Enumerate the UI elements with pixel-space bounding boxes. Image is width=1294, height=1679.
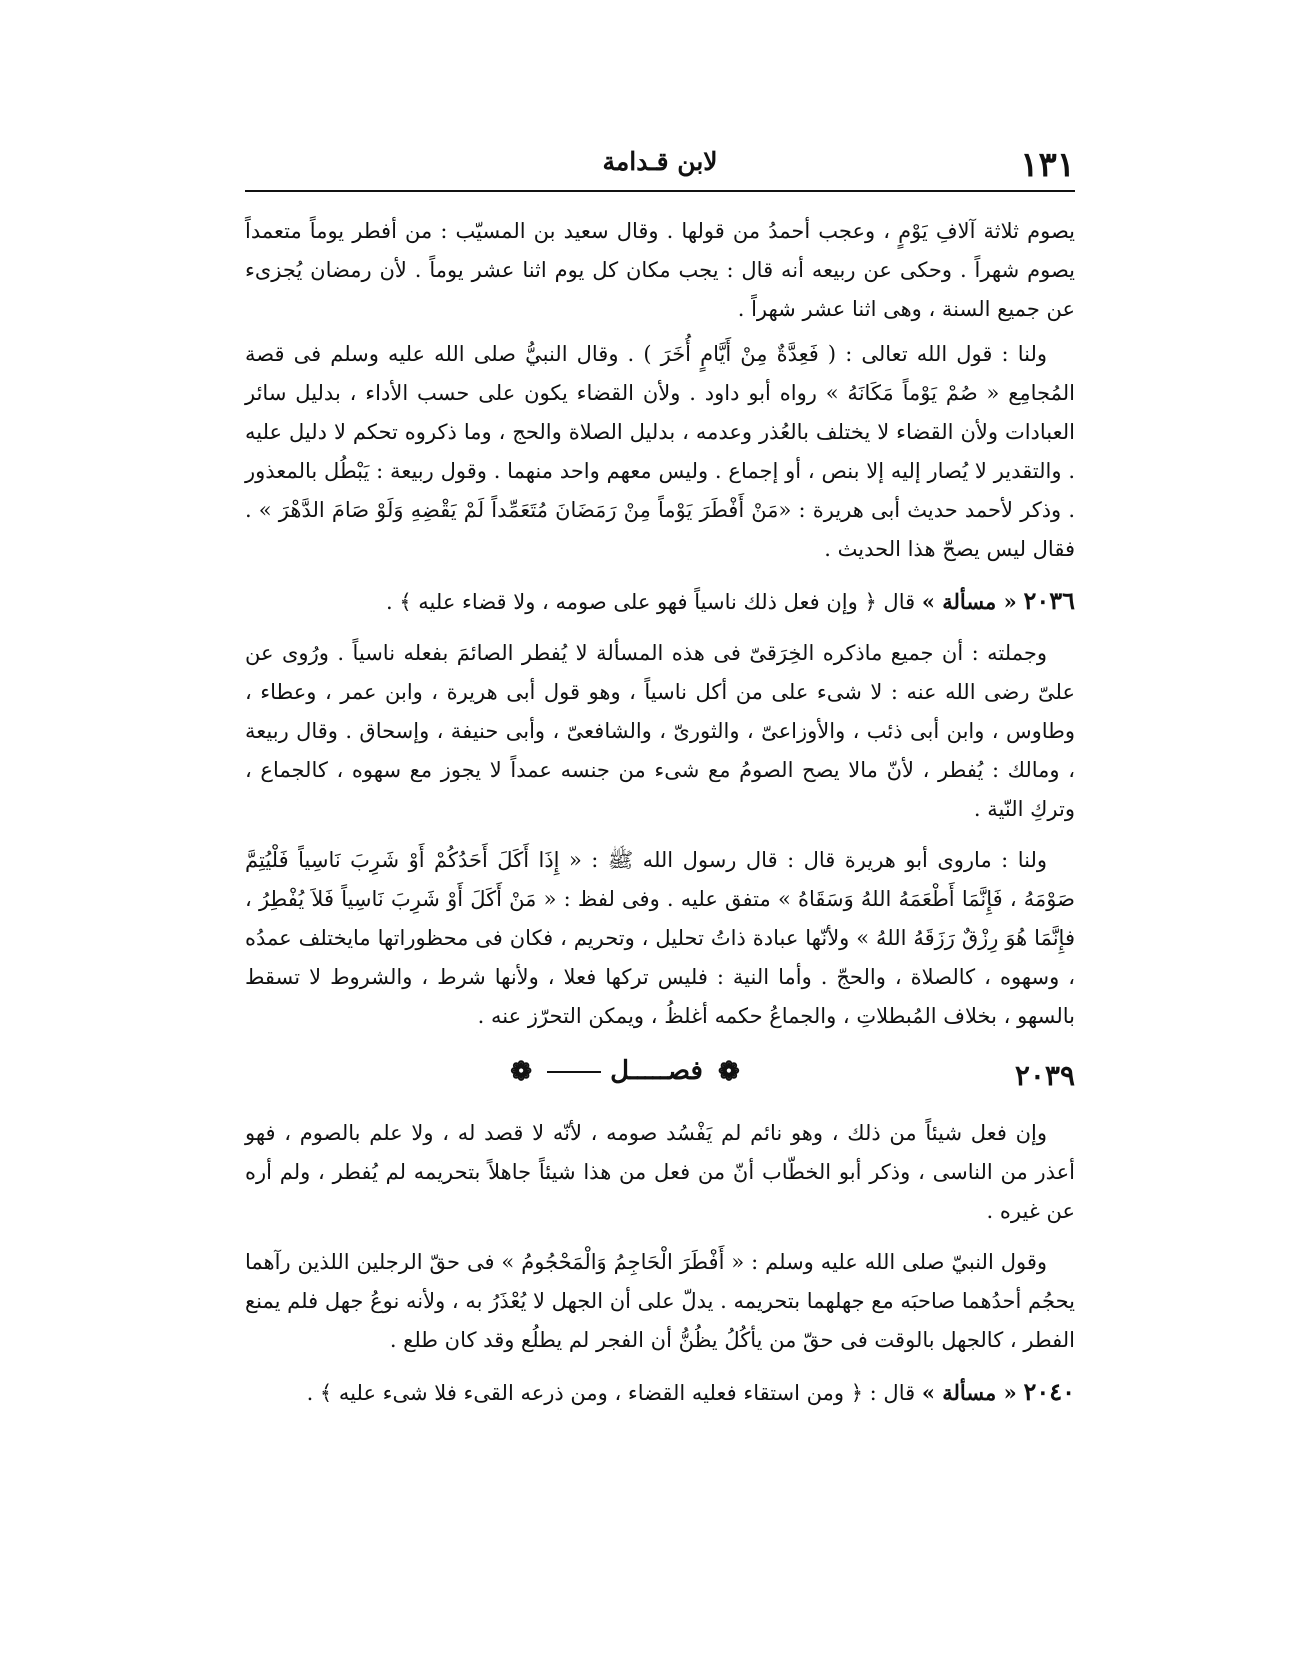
masala-label: « مسألة » [921, 1380, 1017, 1405]
masala-number: ٢٠٣٦ [1023, 586, 1075, 615]
running-title: لابن قـدامة [602, 147, 718, 176]
section-title-group [475, 1052, 775, 1091]
masala-2036 [245, 581, 1075, 622]
page-header [245, 145, 1075, 189]
page-number: ١٣١ [1020, 145, 1075, 185]
page-body [245, 212, 1075, 1425]
section-number: ٢٠٣٩ [1014, 1059, 1075, 1092]
ornament-rule [547, 1071, 601, 1073]
paragraph: يصوم ثلاثة آلافِ يَوْمٍ ، وعجب أحمدُ من قولها . وقال سعيد بن المسيّب : من أفطر يوماً متعمداً يصوم شهراً . وحكى عن ربيعه أنه قال : يجب مكان كل يوم اثنا عشر يوماً . لأن رمضان يُجزىء عن جميع السنة ، وهى اثنا عشر شهراً . [245, 219, 1076, 321]
paragraph: ولنا : قول الله تعالى : ( فَعِدَّةٌ مِنْ أَيَّامٍ أُخَرَ ) . وقال النبيُّ صلى الله عليه وسلم فى قصة المُجامِع « صُمْ يَوْماً مَكَانَهُ » رواه أبو داود . ولأن القضاء يكون على حسب الأداء ، بدليل سائر العبادات ولأن القضاء لا يختلف بالعُذر وعدمه ، بدليل الصلاة والحج ، وما ذكروه تحكم لا دليل عليه . والتقدير لا يُصار إليه إلا بنص ، أو إجماع . وليس معهم واحد منهما . وقول ربيعة : يَبْطُل بالمعذور . وذكر لأحمد حديث أبى هريرة : «مَنْ أَفْطَرَ يَوْماً مِنْ رَمَضَانَ مُتَعَمِّداً لَمْ يَقْضِهِ وَلَوْ صَامَ الدَّهْرَ » . فقال ليس يصحّ هذا الحديث . [245, 342, 1075, 561]
paragraph: وجملته : أن جميع ماذكره الخِرَقىّ فى هذه المسألة لا يُفطر الصائمَ بفعله ناسياً . ورُوى عن علىّ رضى الله عنه : لا شىء على من أكل ناسياً ، وهو قول أبى هريرة ، وابن عمر ، وعطاء ، وطاوس ، وابن أبى ذئب ، والأوزاعىّ ، والثورىّ ، والشافعىّ ، وأبى حنيفة ، وإسحاق . وقال ربيعة ، ومالك : يُفطر ، لأنّ مالا يصح الصومُ مع شىء من جنسه عمداً لا يجوز مع سهوه ، كالجماع ، وتركِ النّية . [245, 641, 1075, 821]
masala-text: قال ﴿ وإن فعل ذلك ناسياً فهو على صومه ، ولا قضاء عليه ﴾ . [385, 590, 916, 614]
masala-number: ٢٠٤٠ [1023, 1377, 1075, 1406]
masala-label: « مسألة » [921, 589, 1017, 614]
masala-2040 [245, 1372, 1075, 1413]
section-heading [245, 1048, 1075, 1100]
paragraph: وإن فعل شيئاً من ذلك ، وهو نائم لم يَفْسُد صومه ، لأنّه لا قصد له ، ولا علم بالصوم ، فهو أعذر من الناسى ، وذكر أبو الخطّاب أنّ من فعل من هذا شيئاً جاهلاً بتحريمه لم يُفطر ، ولم أره عن غيره . [245, 1121, 1075, 1223]
header-rule [245, 190, 1075, 192]
paragraph: وقول النبيّ صلى الله عليه وسلم : « أَفْطَرَ الْحَاجِمُ وَالْمَحْجُومُ » فى حقّ الرجلين اللذين رآهما يحجُم أحدُهما صاحبَه مع جهلهما بتحريمه . يدلّ على أن الجهل لا يُعْذَرُ به ، ولأنه نوعُ جهل فلم يمنع الفطر ، كالجهل بالوقت فى حقّ من يأكُلُ يظُنُّ أن الفجر لم يطلُع وقد كان طلع . [245, 1250, 1075, 1352]
masala-text: قال : ﴿ ومن استقاء فعليه القضاء ، ومن ذرعه القىء فلا شىء عليه ﴾ . [306, 1381, 916, 1405]
paragraph: ولنا : ماروى أبو هريرة قال : قال رسول الله ﷺ : « إِذَا أَكَلَ أَحَدُكُمْ أَوْ شَرِبَ نَاسِياً فَلْيُتِمَّ صَوْمَهُ ، فَإِنَّمَا أَطْعَمَهُ اللهُ وَسَقَاهُ » متفق عليه . وفى لفظ : « مَنْ أَكَلَ أَوْ شَرِبَ نَاسِياً فَلاَ يُفْطِرُ ، فإِنَّمَا هُوَ رِزْقٌ رَزَقَهُ اللهُ » ولأنّها عبادة ذاتُ تحليل ، وتحريم ، فكان فى محظوراتها مايختلف عمدُه ، وسهوه ، كالصلاة ، والحجّ . وأما النية : فليس تركها فعلا ، ولأنها شرط ، والشروط لا تسقط بالسهو ، بخلاف المُبطلاتِ ، والجماعُ حكمه أغلظُ ، ويمكن التحرّز عنه . [245, 848, 1075, 1028]
ornament-icon: ❁ [510, 1057, 533, 1087]
section-title: فصـــــل [610, 1056, 703, 1086]
ornament-icon: ❁ [717, 1057, 740, 1087]
